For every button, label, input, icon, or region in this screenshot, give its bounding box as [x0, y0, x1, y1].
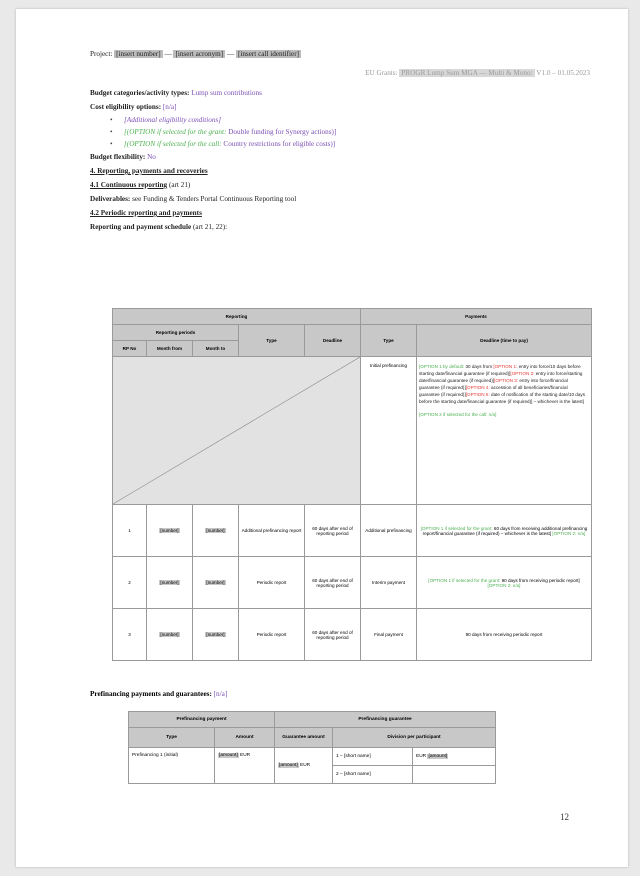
table-row: [113, 325, 592, 341]
cost-eligibility-value: [n/a]: [162, 103, 177, 111]
table-row: [113, 557, 592, 609]
report-deadline: 60 days after end of reporting period: [305, 557, 361, 609]
schedule-heading: [90, 222, 600, 232]
payment-type: Final payment: [361, 609, 417, 661]
project-acronym: [insert acronym]: [175, 50, 224, 58]
report-deadline: 60 days after end of reporting period: [305, 609, 361, 661]
project-header: [90, 49, 600, 59]
deadline-header: Deadline: [305, 325, 361, 357]
pref-amount-header: Amount: [215, 728, 275, 748]
month-to: [number]: [206, 528, 225, 533]
payments-header: Payments: [361, 309, 592, 325]
amount-value: [amount]: [219, 753, 238, 758]
deadline-part: date of notification of the starting date/10 days before the starting date/financial guarantee (if required)] – whichever is the latest]: [419, 392, 585, 404]
deadline-option: [OPTION 1 if selected for the grant:: [420, 525, 493, 531]
deadline-part: [OPTION 4:: [465, 385, 490, 390]
table-row: [113, 505, 592, 557]
participant-amount-value: [amount]: [428, 754, 448, 759]
deadline-text: [419, 363, 589, 405]
option-prefix: [(OPTION if selected for the call:: [124, 140, 222, 148]
deadline-part: [OPTION 1 by default:: [419, 364, 465, 369]
diagonal-cell: [113, 357, 361, 505]
month-from: [number]: [160, 528, 179, 533]
pay-type-header: Type: [361, 325, 417, 357]
section-heading-continuous: 4.1 Continuous reporting: [90, 181, 168, 189]
reporting-periods-header: Reporting periods: [113, 325, 239, 341]
deadline-option-tail: [OPTION 2: n/a]: [487, 582, 521, 588]
pref-row-amount: [215, 748, 275, 784]
table-row: [113, 309, 592, 325]
deliverables: [90, 194, 600, 204]
continuous-reporting: [90, 180, 600, 190]
document-page: [16, 9, 628, 867]
call-identifier: [insert call identifier]: [237, 50, 300, 58]
month-to: [number]: [206, 580, 225, 585]
prefinancing-title-value: [n/a]: [213, 690, 228, 698]
budget-flexibility-label: Budget flexibility:: [90, 153, 146, 161]
schedule-art: (art 21, 22):: [193, 223, 228, 231]
report-type: Additional prefinancing report: [239, 505, 305, 557]
project-label: Project:: [90, 50, 113, 58]
month-to-header: Month to: [193, 341, 239, 357]
rp-no-header: RP No: [113, 341, 147, 357]
budget-flexibility: [90, 152, 600, 162]
version: V1.0 – 01.05.2023: [536, 69, 590, 77]
deadline-part: entry into force/financial guarantee (if required)]: [419, 378, 568, 390]
option-prefix: [(OPTION if selected for the grant:: [124, 128, 227, 136]
type-header: Type: [239, 325, 305, 357]
participant-name: 1 – [short name]: [333, 748, 413, 766]
cost-eligibility-label: Cost eligibility options:: [90, 103, 162, 111]
section-heading-reporting: 4. Reporting, payments and recoveries: [90, 167, 208, 175]
table-row: [129, 712, 496, 728]
deadline-part: entry into force/starting date/financial guarantee (if required)]: [419, 371, 583, 383]
prefinancing-title: Prefinancing payments and guarantees:: [90, 690, 212, 698]
deliverables-value: see Funding & Tenders Portal Continuous Reporting tool: [132, 195, 297, 203]
deadline-text: 90 days from receiving periodic report: [465, 632, 543, 637]
payment-type: Interim payment: [361, 557, 417, 609]
dash-2: —: [226, 50, 235, 58]
guarantee-unit: EUR: [300, 763, 311, 768]
mga-ref: PROGR Lump Sum MGA — Multi & Mono:: [401, 69, 533, 77]
page-content: [90, 49, 600, 232]
budget-categories-value: Lump sum contributions: [191, 89, 262, 97]
deadline-part: [OPTION 1:: [493, 364, 518, 369]
month-to: [number]: [206, 632, 225, 637]
rp-number: 1: [113, 505, 147, 557]
prefinancing-guarantee-header: Prefinancing guarantee: [275, 712, 496, 728]
participant-amount: [413, 766, 496, 784]
participant-amount: [413, 748, 496, 766]
deadline-part: [OPTION 5:: [465, 392, 490, 397]
deadline-part: [OPTION 2:: [510, 371, 535, 376]
prefinancing-payment-header: Prefinancing payment: [129, 712, 275, 728]
payment-type: Additional prefinancing: [361, 505, 417, 557]
rp-number: 2: [113, 557, 147, 609]
rp-number: 3: [113, 609, 147, 661]
prefinancing-table: [128, 711, 496, 784]
payment-deadline: [417, 609, 592, 661]
page-number: 12: [560, 812, 569, 822]
reporting-header: Reporting: [113, 309, 361, 325]
payment-deadline: [417, 557, 592, 609]
diagonal-line: [113, 357, 360, 504]
option-text: Country restrictions for eligible costs)]: [223, 140, 336, 148]
participant-name: 2 – [short name]: [333, 766, 413, 784]
eligibility-options: [90, 114, 600, 150]
participant-unit: EUR: [416, 754, 427, 759]
deadline-part: 30 days from: [464, 364, 494, 369]
month-from: [number]: [160, 580, 179, 585]
division-header: Division per participant: [333, 728, 496, 748]
dash-1: —: [164, 50, 172, 58]
project-number: [insert number]: [116, 50, 161, 58]
table-row: [113, 357, 592, 505]
guarantee-amount-header: Guarantee amount: [275, 728, 333, 748]
table-row: [129, 728, 496, 748]
option-text: [Additional eligibility conditions]: [124, 116, 222, 124]
section-heading-periodic: 4.2 Periodic reporting and payments: [90, 209, 202, 217]
month-from: [number]: [160, 632, 179, 637]
deadline-option2: [OPTION 2 if selected for the call: n/a]: [419, 412, 497, 417]
budget-categories-label: Budget categories/activity types:: [90, 89, 190, 97]
amount-unit: EUR: [240, 753, 251, 758]
eu-grants-label: EU Grants:: [365, 69, 398, 77]
deadline-part: entry into force/10 days before starting date/financial guarantee (if required)]: [419, 364, 581, 376]
budget-categories: [90, 88, 600, 98]
continuous-art: (art 21): [168, 181, 191, 189]
budget-flexibility-value: No: [147, 153, 156, 161]
pref-row-guarantee: [275, 748, 333, 784]
option-item: [124, 138, 600, 150]
deadline-part: accession of all beneficiaries/financial guarantee (if required)]: [419, 385, 568, 397]
schedule-table: [112, 308, 592, 661]
deadline-text: 90 days from receiving periodic report]: [500, 577, 580, 583]
report-deadline: 60 days after end of reporting period: [305, 505, 361, 557]
deadline-option: [OPTION 1 if selected for the grant:: [428, 577, 501, 583]
deadline-part: [OPTION 3:: [494, 378, 519, 383]
option-item: [124, 126, 600, 138]
payment-deadline: [417, 505, 592, 557]
schedule-label: Reporting and payment schedule: [90, 223, 192, 231]
table-row: [113, 609, 592, 661]
option-item: [124, 114, 600, 126]
pay-deadline-header: Deadline (time to pay): [417, 325, 592, 357]
deliverables-label: Deliverables:: [90, 195, 131, 203]
initial-prefinancing-type: Initial prefinancing: [361, 357, 417, 505]
report-type: Periodic report: [239, 609, 305, 661]
guarantee-value: [amount]: [279, 763, 298, 768]
pref-row-type: Prefinancing 1 (initial): [129, 748, 215, 784]
deadline-text: 60 days from receiving additional prefinancing report/financial guarantee (if required) – whichever is the latest]: [422, 525, 588, 536]
table-row: [129, 748, 496, 766]
pref-type-header: Type: [129, 728, 215, 748]
option-text: Double funding for Synergy actions)]: [228, 128, 337, 136]
mga-reference: [90, 68, 600, 78]
cost-eligibility: [90, 102, 600, 112]
initial-prefinancing-deadline: [417, 357, 592, 505]
report-type: Periodic report: [239, 557, 305, 609]
deadline-option-tail: [OPTION 2: n/a]: [552, 530, 586, 536]
month-from-header: Month from: [147, 341, 193, 357]
prefinancing-heading: [90, 689, 227, 699]
